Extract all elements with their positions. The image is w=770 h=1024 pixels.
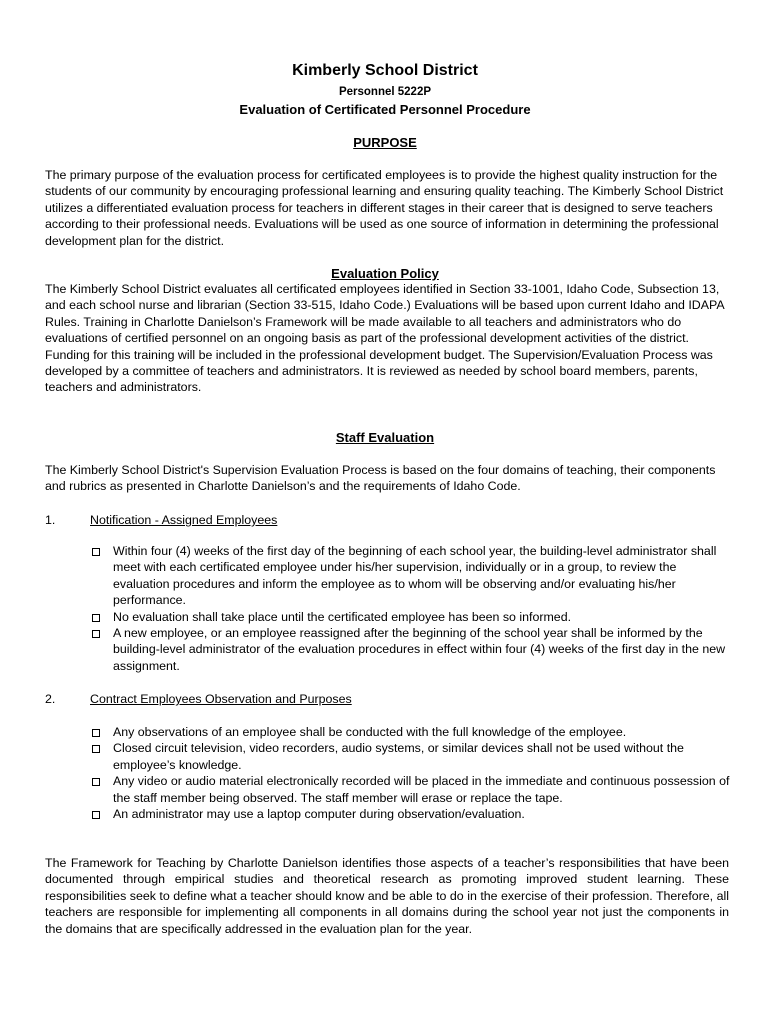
section-title-observation: Contract Employees Observation and Purposes	[90, 692, 352, 706]
policy-number: Personnel 5222P	[338, 86, 432, 98]
document-title: Kimberly School District	[292, 62, 478, 79]
list-item	[90, 609, 730, 625]
section-title-notification: Notification - Assigned Employees	[90, 513, 278, 527]
list-item-text: Any observations of an employee shall be conducted with the full knowledge of the employee.	[113, 725, 627, 739]
checkbox-bullet-icon	[92, 778, 100, 786]
purpose-heading: PURPOSE	[353, 135, 417, 150]
list-item	[90, 773, 730, 806]
list-item	[90, 543, 730, 609]
list-item-text: Closed circuit television, video recorders, audio systems, or similar devices shall not be used without the employee’s knowledge.	[113, 741, 684, 772]
list-item	[90, 625, 730, 674]
checkbox-bullet-icon	[92, 548, 100, 556]
evaluation-policy-heading: Evaluation Policy	[331, 266, 439, 281]
list-item	[90, 806, 730, 822]
checkbox-bullet-icon	[92, 614, 100, 622]
list-item	[90, 740, 730, 773]
purpose-paragraph: The primary purpose of the evaluation process for certificated employees is to provide the highest quality instruction for the students of our community by encouraging professional learning and ensuring quality teaching. The Kimberly School District utilizes a differentiated evaluation process for teachers in different stages in their career that is designed to serve teachers according to their professional needs. Evaluations will be used as one source of information in determining the professional development plan for the district.	[45, 168, 724, 248]
list-item-text: An administrator may use a laptop computer during observation/evaluation.	[113, 807, 525, 822]
checkbox-bullet-icon	[92, 745, 100, 753]
section-number: 2.	[45, 692, 56, 706]
list-item-text: A new employee, or an employee reassigned after the beginning of the school year shall be informed by the building-level administrator of the evaluation procedures in effect within four (4) weeks of the first day in the new assignment.	[113, 626, 726, 673]
checkbox-bullet-icon	[92, 729, 100, 737]
list-item-text: Within four (4) weeks of the first day of the beginning of each school year, the building-level administrator shall meet with each certificated employee under his/her supervision, individually or in a group, to review the evaluation procedures and inform the employee as to whom will be observing and/or evaluating his/her performance.	[113, 544, 717, 608]
notification-bullet-list	[90, 543, 730, 674]
procedure-title: Evaluation of Certificated Personnel Procedure	[239, 102, 531, 117]
staff-evaluation-intro: The Kimberly School District's Supervision Evaluation Process is based on the four domains of teaching, their components and rubrics as presented in Charlotte Danielson’s and the requirements of Idaho Code.	[45, 463, 716, 494]
list-item	[90, 724, 730, 740]
framework-paragraph: The Framework for Teaching by Charlotte Danielson identifies those aspects of a teacher’s responsibilities that have been documented through empirical studies and theoretical research as promoting improved student learning. These responsibilities seek to define what a teacher should know and be able to do in the exercise of their profession. Therefore, all teachers are responsible for implementing all components in all domains during the school year not just the components in the domains that are specifically addressed in the evaluation plan for the year.	[45, 856, 729, 936]
checkbox-bullet-icon	[92, 630, 100, 638]
list-item-text: No evaluation shall take place until the certificated employee has been so informed.	[113, 609, 572, 624]
observation-bullet-list	[90, 724, 730, 822]
section-number: 1.	[45, 513, 56, 527]
checkbox-bullet-icon	[92, 811, 100, 819]
staff-evaluation-heading: Staff Evaluation	[335, 430, 435, 445]
evaluation-policy-paragraph: The Kimberly School District evaluates all certificated employees identified in Section 33-1001, Idaho Code, Subsection 13, and each school nurse and librarian (Section 33-515, Idaho Code.) Evaluations will be based upon current Idaho and IDAPA Rules. Training in Charlotte Danielson’s Framework will be made available to all teachers and administrators who do evaluations of certified personnel on an ongoing basis as part of the professional development activities of the district. Funding for this training will be included in the professional development budget. The Supervision/Evaluation Process was developed by a committee of teachers and administrators. It is reviewed as needed by school board members, parents, teachers and administrators.	[45, 282, 724, 395]
list-item-text: Any video or audio material electronically recorded will be placed in the immediate and continuous possession of the staff member being observed. The staff member will erase or replace the tape.	[113, 774, 730, 805]
